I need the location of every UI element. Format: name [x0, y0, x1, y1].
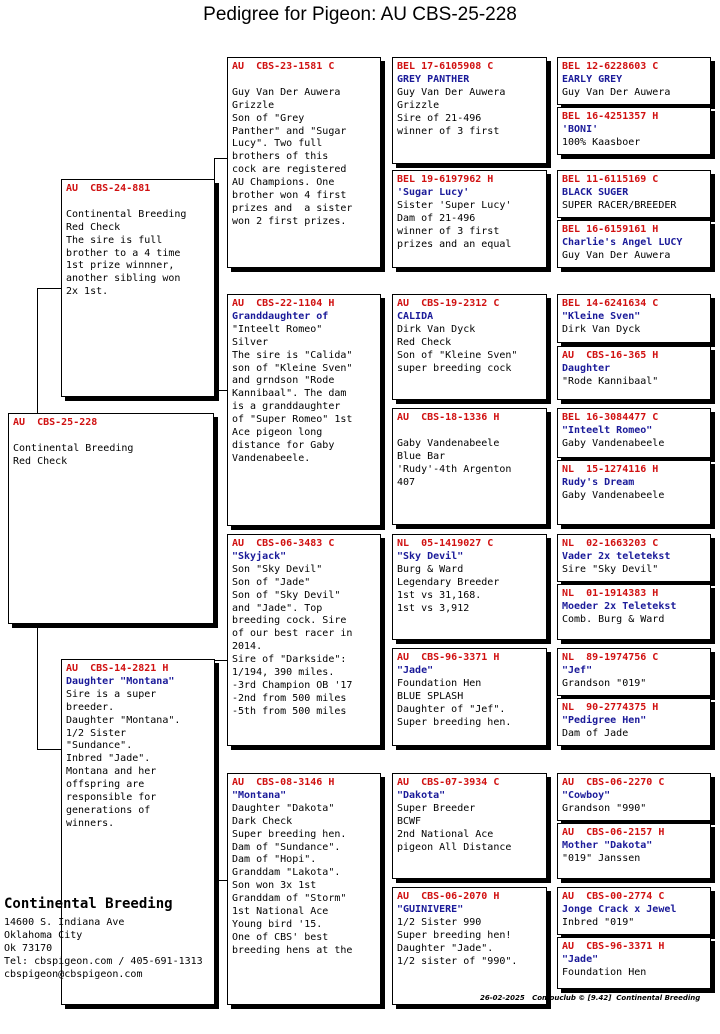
- pigeon-name: Granddaughter of: [232, 310, 329, 322]
- pigeon-info: Inbred "Jade".: [66, 753, 151, 765]
- pigeon-name: Daughter "Montana": [66, 675, 175, 687]
- pigeon-info: Dirk Van Dyck: [397, 323, 476, 335]
- pigeon-info: Super breeding hen.: [232, 828, 347, 840]
- pigeon-card-sdd[interactable]: [392, 408, 547, 525]
- pigeon-info: Grizzle: [232, 99, 275, 111]
- ring-number: AU CBS-18-1336 H: [397, 412, 500, 423]
- pigeon-info: Legendary Breeder: [397, 576, 500, 588]
- ring-number: AU CBS-16-365 H: [562, 350, 659, 361]
- pigeon-name: "Jef": [562, 664, 593, 676]
- pigeon-info: 1st vs 3,912: [397, 602, 470, 614]
- pigeon-info: Dam of Jade: [562, 727, 629, 739]
- pigeon-info: Son of "Kleine Sven": [397, 349, 518, 361]
- pigeon-card-sddd[interactable]: [557, 460, 711, 525]
- pigeon-name: Rudy's Dream: [562, 476, 635, 488]
- pigeon-info: Young bird '15.: [232, 918, 323, 930]
- pigeon-name: "Sky Devil": [397, 550, 464, 562]
- pigeon-info: Dam of "Sundance".: [232, 841, 341, 853]
- pigeon-info: cock are registered: [232, 164, 347, 176]
- pigeon-info: SUPER RACER/BREEDER: [562, 199, 677, 211]
- pigeon-name: GREY PANTHER: [397, 73, 470, 85]
- pigeon-name: "GUINIVERE": [397, 903, 464, 915]
- pigeon-info: prizes and a sister: [232, 202, 353, 214]
- pigeon-info: Guy Van Der Auwera: [562, 86, 671, 98]
- pigeon-card-dss[interactable]: [392, 534, 547, 640]
- pigeon-info: 2014.: [232, 641, 263, 653]
- pigeon-name: Mother "Dakota": [562, 839, 653, 851]
- pigeon-card-sdds[interactable]: [557, 408, 711, 458]
- ring-number: AU CBS-06-3483 C: [232, 538, 335, 549]
- pigeon-info: 1/194, 390 miles.: [232, 667, 335, 679]
- pigeon-name: "Cowboy": [562, 789, 611, 801]
- pigeon-card-ddsd[interactable]: [557, 823, 711, 879]
- pigeon-info: -2nd from 500 miles: [232, 692, 347, 704]
- ring-number: BEL 11-6115169 C: [562, 174, 659, 185]
- pigeon-info: Blue Bar: [397, 450, 446, 462]
- pigeon-name: "Kleine Sven": [562, 310, 641, 322]
- pigeon-name: Jonge Crack x Jewel: [562, 903, 677, 915]
- pigeon-info: Super breeding hen.: [397, 716, 512, 728]
- pigeon-card-dssd[interactable]: [557, 584, 711, 640]
- pigeon-info: Continental Breeding: [13, 442, 134, 454]
- pigeon-info: Guy Van Der Auwera: [397, 86, 506, 98]
- pigeon-info: Gaby Vandenabeele: [562, 437, 665, 449]
- pigeon-card-sss[interactable]: [392, 57, 547, 164]
- pigeon-info: Silver: [232, 336, 269, 348]
- pigeon-info: Grandson "019": [562, 677, 647, 689]
- pigeon-info: Super breeding hen!: [397, 929, 512, 941]
- pigeon-card-sds[interactable]: [392, 294, 547, 400]
- ring-number: BEL 17-6105908 C: [397, 61, 494, 72]
- pigeon-info: Granddam "Lakota".: [232, 867, 341, 879]
- pigeon-name: Moeder 2x Teletekst: [562, 600, 677, 612]
- pigeon-info: Daughter "Dakota": [232, 802, 335, 814]
- pigeon-info: Son of "Grey: [232, 112, 305, 124]
- pigeon-card-dsss[interactable]: [557, 534, 711, 582]
- pigeon-info: Sister 'Super Lucy': [397, 199, 512, 211]
- pigeon-info: Ace pigeon long: [232, 427, 323, 439]
- pigeon-info: son of "Kleine Sven": [232, 362, 353, 374]
- pigeon-info: "019" Janssen: [562, 852, 641, 864]
- connector-line: [214, 880, 227, 881]
- pigeon-info: Sire is a super: [66, 688, 157, 700]
- pigeon-info: brothers of this: [232, 151, 329, 163]
- pigeon-card-ssss[interactable]: [557, 57, 711, 105]
- footer-credit: 26-02-2025 Compuclub © [9.42] Continental Breeding: [480, 994, 701, 1002]
- pigeon-card-dds[interactable]: [392, 773, 547, 879]
- pigeon-info: -3rd Champion OB '17: [232, 679, 353, 691]
- pigeon-name: "Dakota": [397, 789, 446, 801]
- breeder-address: 14600 S. Indiana Ave: [4, 917, 125, 928]
- pigeon-info: 1/2 Sister 990: [397, 916, 482, 928]
- pigeon-info: responsible for: [66, 792, 157, 804]
- ring-number: NL 90-2774375 H: [562, 702, 659, 713]
- ring-number: AU CBS-23-1581 C: [232, 61, 335, 72]
- pigeon-info: offspring are: [66, 779, 145, 791]
- pigeon-info: Kannibaal". The dam: [232, 388, 347, 400]
- pigeon-card-dd[interactable]: [227, 773, 381, 1005]
- ring-number: AU CBS-96-3371 H: [562, 941, 665, 952]
- pigeon-info: 407: [397, 476, 416, 488]
- ring-number: BEL 12-6228603 C: [562, 61, 659, 72]
- ring-number: AU CBS-22-1104 H: [232, 298, 335, 309]
- ring-number: AU CBS-07-3934 C: [397, 777, 500, 788]
- pigeon-card-ss[interactable]: [227, 57, 381, 268]
- pigeon-info: Inbred "019": [562, 916, 635, 928]
- pigeon-info: The sire is full: [66, 234, 163, 246]
- ring-number: AU CBS-06-2270 C: [562, 777, 665, 788]
- pigeon-card-ddds[interactable]: [557, 887, 711, 935]
- pigeon-card-ddss[interactable]: [557, 773, 711, 821]
- pigeon-name: Charlie's Angel LUCY: [562, 236, 683, 248]
- pigeon-info: 2nd National Ace: [397, 828, 494, 840]
- pigeon-name: "Skyjack": [232, 550, 287, 562]
- pigeon-info: Dam of "Hopi".: [232, 854, 317, 866]
- pigeon-info: Son "Sky Devil": [232, 563, 323, 575]
- pigeon-info: Comb. Burg & Ward: [562, 613, 665, 625]
- ring-number: NL 01-1914383 H: [562, 588, 659, 599]
- pigeon-info: The sire is "Calida": [232, 349, 353, 361]
- pigeon-info: Daughter "Jade".: [397, 942, 494, 954]
- pigeon-name: BLACK SUGER: [562, 186, 629, 198]
- pigeon-info: Granddam of "Storm": [232, 893, 347, 905]
- ring-number: NL 02-1663203 C: [562, 538, 659, 549]
- pigeon-info: breeding hens at the: [232, 944, 353, 956]
- pigeon-name: EARLY GREY: [562, 73, 623, 85]
- pigeon-info: Guy Van Der Auwera: [232, 86, 341, 98]
- ring-number: BEL 16-3084477 C: [562, 412, 659, 423]
- pigeon-card-sd[interactable]: [227, 294, 381, 526]
- pigeon-info: 2x 1st.: [66, 286, 109, 298]
- pigeon-info: Dam of 21-496: [397, 212, 476, 224]
- breeder-name: Continental Breeding: [4, 896, 173, 912]
- pigeon-name: Daughter: [562, 362, 611, 374]
- ring-number: AU CBS-08-3146 H: [232, 777, 335, 788]
- pigeon-info: brother to a 4 time: [66, 247, 181, 259]
- pigeon-name: 'BONI': [562, 123, 599, 135]
- pigeon-info: prizes and an equal: [397, 238, 512, 250]
- ring-number: NL 05-1419027 C: [397, 538, 494, 549]
- pigeon-info: Montana and her: [66, 766, 157, 778]
- ring-number: AU CBS-00-2774 C: [562, 891, 665, 902]
- pigeon-info: Red Check: [13, 455, 68, 467]
- pigeon-info: breeder.: [66, 701, 115, 713]
- pigeon-name: "Jade": [397, 664, 434, 676]
- ring-number: AU CBS-24-881: [66, 183, 151, 194]
- breeder-state-zip: Ok 73170: [4, 943, 53, 954]
- pigeon-name: CALIDA: [397, 310, 434, 322]
- connector-line: [37, 624, 38, 749]
- connector-line: [37, 288, 38, 414]
- pigeon-name: "Inteelt Romeo": [562, 424, 653, 436]
- pigeon-info: Guy Van Der Auwera: [562, 249, 671, 261]
- pigeon-info: Sire of 21-496: [397, 112, 482, 124]
- pigeon-info: 1/2 Sister: [66, 727, 127, 739]
- ring-number: BEL 19-6197962 H: [397, 174, 494, 185]
- pigeon-info: Daughter of "Jef".: [397, 703, 506, 715]
- pigeon-card-dsd[interactable]: [392, 648, 547, 746]
- pigeon-name: Vader 2x teletekst: [562, 550, 671, 562]
- pigeon-info: pigeon All Distance: [397, 841, 512, 853]
- pigeon-info: Foundation Hen: [562, 966, 647, 978]
- pigeon-info: BCWF: [397, 815, 422, 827]
- pigeon-info: and "Jade". Top: [232, 602, 323, 614]
- pigeon-card-sdsd[interactable]: [557, 346, 711, 400]
- connector-line: [214, 158, 215, 180]
- pigeon-info: won 2 first prizes.: [232, 215, 347, 227]
- pigeon-info: "Inteelt Romeo": [232, 323, 323, 335]
- breeder-city: Oklahoma City: [4, 930, 83, 941]
- pigeon-name: "Pedigree Hen": [562, 714, 647, 726]
- pigeon-info: distance for Gaby: [232, 439, 335, 451]
- ring-number: BEL 14-6241634 C: [562, 298, 659, 309]
- ring-number: BEL 16-6159161 H: [562, 224, 659, 235]
- pigeon-info: Son of "Jade": [232, 576, 311, 588]
- pigeon-card-ssdd[interactable]: [557, 220, 711, 268]
- pigeon-info: "Rode Kannibaal": [562, 375, 659, 387]
- pigeon-info: of "Super Romeo" 1st: [232, 414, 353, 426]
- pigeon-info: 1st vs 31,168.: [397, 589, 482, 601]
- pigeon-info: 1st National Ace: [232, 906, 329, 918]
- pigeon-info: Foundation Hen: [397, 677, 482, 689]
- ring-number: NL 15-1274116 H: [562, 464, 659, 475]
- pigeon-info: 1st prize winnner,: [66, 260, 175, 272]
- pigeon-info: of our best racer in: [232, 628, 353, 640]
- pigeon-name: 'Sugar Lucy': [397, 186, 470, 198]
- pigeon-info: Gaby Vandenabeele: [562, 489, 665, 501]
- pigeon-info: super breeding cock: [397, 362, 512, 374]
- pigeon-info: -5th from 500 miles: [232, 705, 347, 717]
- breeder-info: [4, 896, 224, 981]
- pigeon-info: BLUE SPLASH: [397, 690, 464, 702]
- pigeon-info: Vandenabeele.: [232, 452, 311, 464]
- pigeon-card-sssd[interactable]: [557, 107, 711, 155]
- pigeon-info: Continental Breeding: [66, 208, 187, 220]
- breeder-email: cbspigeon@cbspigeon.com: [4, 969, 143, 980]
- pigeon-info: Sire "Sky Devil": [562, 563, 659, 575]
- pigeon-info: Son of "Sky Devil": [232, 589, 341, 601]
- pigeon-info: Super Breeder: [397, 802, 476, 814]
- pigeon-info: One of CBS' best: [232, 931, 329, 943]
- pigeon-info: is a granddaughter: [232, 401, 341, 413]
- pigeon-info: Red Check: [397, 336, 452, 348]
- pigeon-info: Daughter "Montana".: [66, 714, 181, 726]
- ring-number: NL 89-1974756 C: [562, 652, 659, 663]
- ring-number: AU CBS-19-2312 C: [397, 298, 500, 309]
- ring-number: AU CBS-25-228: [13, 417, 98, 428]
- pigeon-info: another sibling won: [66, 273, 181, 285]
- pigeon-info: Burg & Ward: [397, 563, 464, 575]
- pigeon-card-ds[interactable]: [227, 534, 381, 746]
- pigeon-card-dsds[interactable]: [557, 648, 711, 696]
- pigeon-info: brother won 4 first: [232, 190, 347, 202]
- pigeon-info: Lucy". Two full: [232, 138, 323, 150]
- pigeon-info: Son won 3x 1st: [232, 880, 317, 892]
- connector-line: [37, 749, 62, 750]
- breeder-phone: Tel: cbspigeon.com / 405-691-1313: [4, 956, 203, 967]
- pigeon-info: Grizzle: [397, 99, 440, 111]
- pigeon-card-sdss[interactable]: [557, 294, 711, 343]
- pigeon-info: Sire of "Darkside":: [232, 654, 347, 666]
- pigeon-info: Gaby Vandenabeele: [397, 437, 500, 449]
- pigeon-info: generations of: [66, 804, 151, 816]
- pigeon-info: 1/2 sister of "990".: [397, 955, 518, 967]
- ring-number: AU CBS-06-2157 H: [562, 827, 665, 838]
- pigeon-card-sire[interactable]: [61, 179, 215, 397]
- ring-number: AU CBS-14-2821 H: [66, 663, 169, 674]
- pigeon-info: AU Champions. One: [232, 177, 335, 189]
- ring-number: AU CBS-96-3371 H: [397, 652, 500, 663]
- pigeon-info: winners.: [66, 817, 115, 829]
- pigeon-info: 100% Kaasboer: [562, 136, 641, 148]
- pigeon-info: and grndson "Rode: [232, 375, 335, 387]
- connector-line: [37, 288, 62, 289]
- pigeon-card-ddd[interactable]: [392, 887, 547, 1005]
- ring-number: BEL 16-4251357 H: [562, 111, 659, 122]
- pigeon-info: Dirk Van Dyck: [562, 323, 641, 335]
- pigeon-name: "Jade": [562, 953, 599, 965]
- pigeon-name: "Montana": [232, 789, 287, 801]
- connector-line: [214, 660, 227, 661]
- pigeon-info: Dark Check: [232, 815, 293, 827]
- page-title: Pedigree for Pigeon: AU CBS-25-228: [203, 4, 517, 25]
- ring-number: AU CBS-06-2070 H: [397, 891, 500, 902]
- pigeon-info: Panther" and "Sugar: [232, 125, 347, 137]
- pigeon-card-dsdd[interactable]: [557, 698, 711, 746]
- pigeon-info: breeding cock. Sire: [232, 615, 347, 627]
- connector-line: [214, 390, 227, 391]
- pigeon-card-subject[interactable]: [8, 413, 214, 624]
- connector-line: [214, 158, 227, 159]
- pigeon-info: Red Check: [66, 221, 121, 233]
- pigeon-card-dddd[interactable]: [557, 937, 711, 989]
- pigeon-info: Grandson "990": [562, 802, 647, 814]
- pigeon-card-ssd[interactable]: [392, 170, 547, 268]
- pigeon-info: winner of 3 first: [397, 125, 500, 137]
- pigeon-info: winner of 3 first: [397, 225, 500, 237]
- pigeon-info: 'Rudy'-4th Argenton: [397, 463, 512, 475]
- pigeon-info: "Sundance".: [66, 740, 133, 752]
- pigeon-card-ssds[interactable]: [557, 170, 711, 218]
